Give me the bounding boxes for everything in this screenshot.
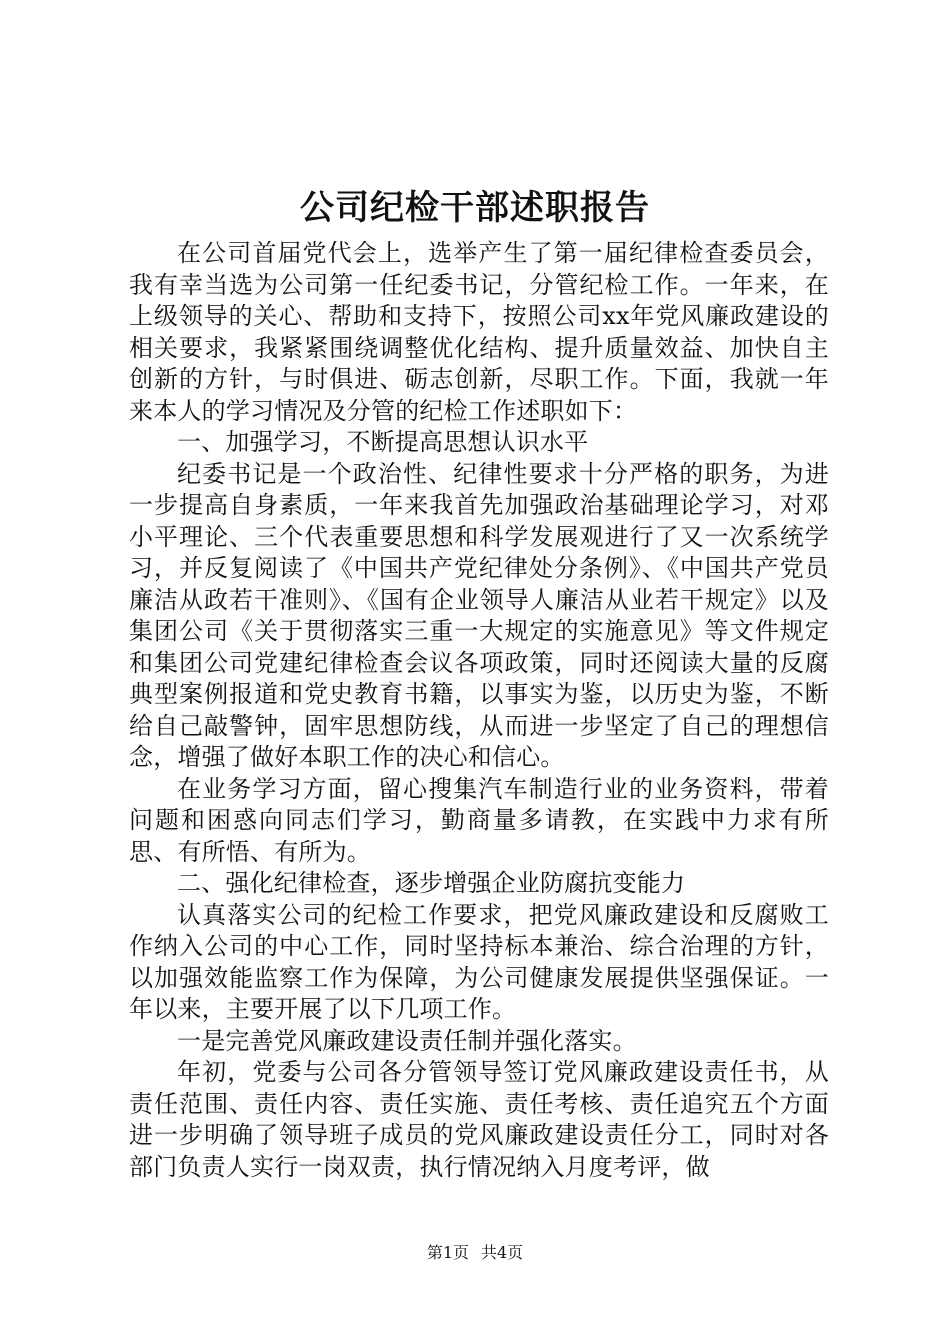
section-heading-2: 二、强化纪律检查，逐步增强企业防腐抗变能力 — [177, 869, 686, 897]
subsection-heading-1: 一是完善党风廉政建设责任制并强化落实。 — [177, 1026, 637, 1055]
page-total: 共4页 — [481, 1243, 524, 1262]
paragraph-study: 纪委书记是一个政治性、纪律性要求十分严格的职务，为进一步提高自身素质，一年来我首先加强政治基础理论学习，对邓小平理论、三个代表重要思想和科学发展观进行了又一次系统学习，并反复阅读了《中国共产党纪律处分条例》、《中国共产党员廉洁从政若干准则》、《国有企业领导人廉洁从业若干规定》以及集团公司《关于贯彻落实三重一大规定的实施意见》等文件规定和集团公司党建纪律检查会议各项政策，同时还阅读大量的反腐典型案例报道和党史教育书籍，以事实为鉴，以历史为鉴，不断给自己敲警钟，固牢思想防线，从而进一步坚定了自己的理想信念，增强了做好本职工作的决心和信心。 — [129, 459, 829, 771]
paragraph-intro: 在公司首届党代会上，选举产生了第一届纪律检查委员会，我有幸当选为公司第一任纪委书记，分管纪检工作。一年来，在上级领导的关心、帮助和支持下，按照公司xx年党风廉政建设的相关要求，我紧紧围绕调整优化结构、提升质量效益、加快自主创新的方针，与时俱进、砺志创新，尽职工作。下面，我就一年来本人的学习情况及分管的纪检工作述职如下： — [129, 239, 829, 425]
document-body — [129, 238, 829, 1183]
paragraph-business-study: 在业务学习方面，留心搜集汽车制造行业的业务资料，带着问题和困惑向同志们学习，勤商量多请教，在实践中力求有所思、有所悟、有所为。 — [129, 774, 829, 866]
page-footer — [0, 1242, 950, 1264]
section-heading-1: 一、加强学习，不断提高思想认识水平 — [177, 428, 589, 456]
paragraph-discipline: 认真落实公司的纪检工作要求，把党风廉政建设和反腐败工作纳入公司的中心工作，同时坚持标本兼治、综合治理的方针，以加强效能监察工作为保障，为公司健康发展提供坚强保证。一年以来，主要开展了以下几项工作。 — [129, 900, 829, 1023]
paragraph-responsibility: 年初，党委与公司各分管领导签订党风廉政建设责任书，从责任范围、责任内容、责任实施、责任考核、责任追究五个方面进一步明确了领导班子成员的党风廉政建设责任分工，同时对各部门负责人实行一岗双责，执行情况纳入月度考评，做 — [129, 1058, 829, 1181]
page-number: 第1页 — [426, 1243, 469, 1262]
document-title: 公司纪检干部述职报告 — [300, 188, 650, 228]
